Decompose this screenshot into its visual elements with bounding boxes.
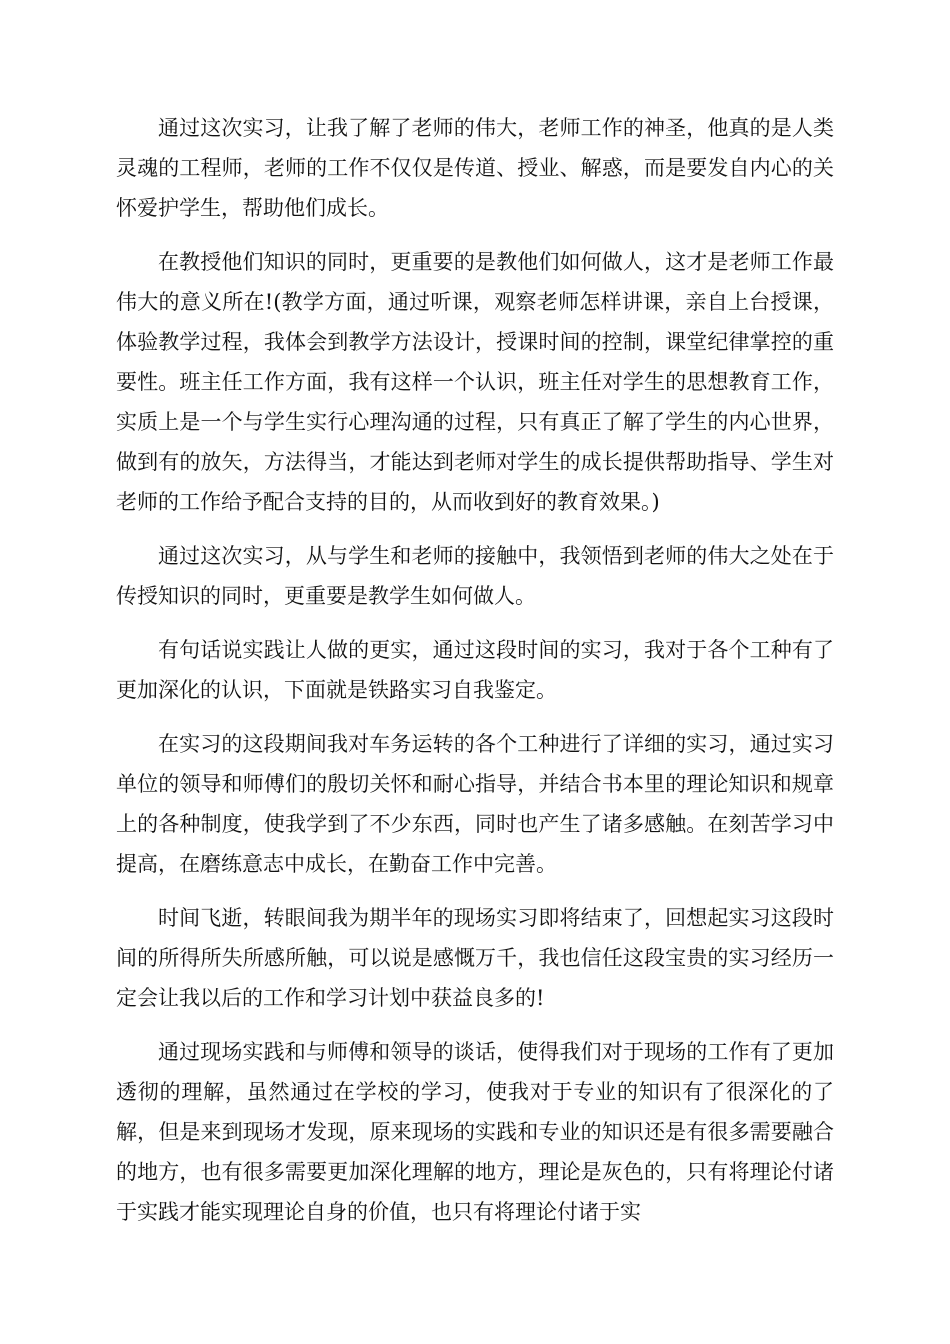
- paragraph-1: 通过这次实习，让我了解了老师的伟大，老师工作的神圣，他真的是人类灵魂的工程师，老师的工作不仅仅是传道、授业、解惑，而是要发自内心的关怀爱护学生，帮助他们成长。: [116, 116, 834, 220]
- paragraph-3: 通过这次实习，从与学生和老师的接触中，我领悟到老师的伟大之处在于传授知识的同时，更重要是教学生如何做人。: [116, 544, 834, 608]
- paragraph-2: 在教授他们知识的同时，更重要的是教他们如何做人，这才是老师工作最伟大的意义所在!(教学方面，通过听课，观察老师怎样讲课，亲自上台授课，体验教学过程，我体会到教学方法设计，授课时间的控制，课堂纪律掌控的重要性。班主任工作方面，我有这样一个认识，班主任对学生的思想教育工作，实质上是一个与学生实行心理沟通的过程，只有真正了解了学生的内心世界，做到有的放矢，方法得当，才能达到老师对学生的成长提供帮助指导、学生对老师的工作给予配合支持的目的，从而收到好的教育效果。): [116, 250, 834, 514]
- document-body: [116, 108, 834, 1246]
- paragraph-6: 时间飞逝，转眼间我为期半年的现场实习即将结束了，回想起实习这段时间的所得所失所感所触，可以说是感慨万千，我也信任这段宝贵的实习经历一定会让我以后的工作和学习计划中获益良多的!: [116, 906, 834, 1010]
- paragraph-4: 有句话说实践让人做的更实，通过这段时间的实习，我对于各个工种有了更加深化的认识，下面就是铁路实习自我鉴定。: [116, 638, 834, 702]
- paragraph-7: 通过现场实践和与师傅和领导的谈话，使得我们对于现场的工作有了更加透彻的理解，虽然通过在学校的学习，使我对于专业的知识有了很深化的了解，但是来到现场才发现，原来现场的实践和专业的知识还是有很多需要融合的地方，也有很多需要更加深化理解的地方，理论是灰色的，只有将理论付诸于实践才能实现理论自身的价值，也只有将理论付诸于实: [116, 1040, 834, 1224]
- paragraph-5: 在实习的这段期间我对车务运转的各个工种进行了详细的实习，通过实习单位的领导和师傅们的殷切关怀和耐心指导，并结合书本里的理论知识和规章上的各种制度，使我学到了不少东西，同时也产生了诸多感触。在刻苦学习中提高，在磨练意志中成长，在勤奋工作中完善。: [116, 732, 834, 876]
